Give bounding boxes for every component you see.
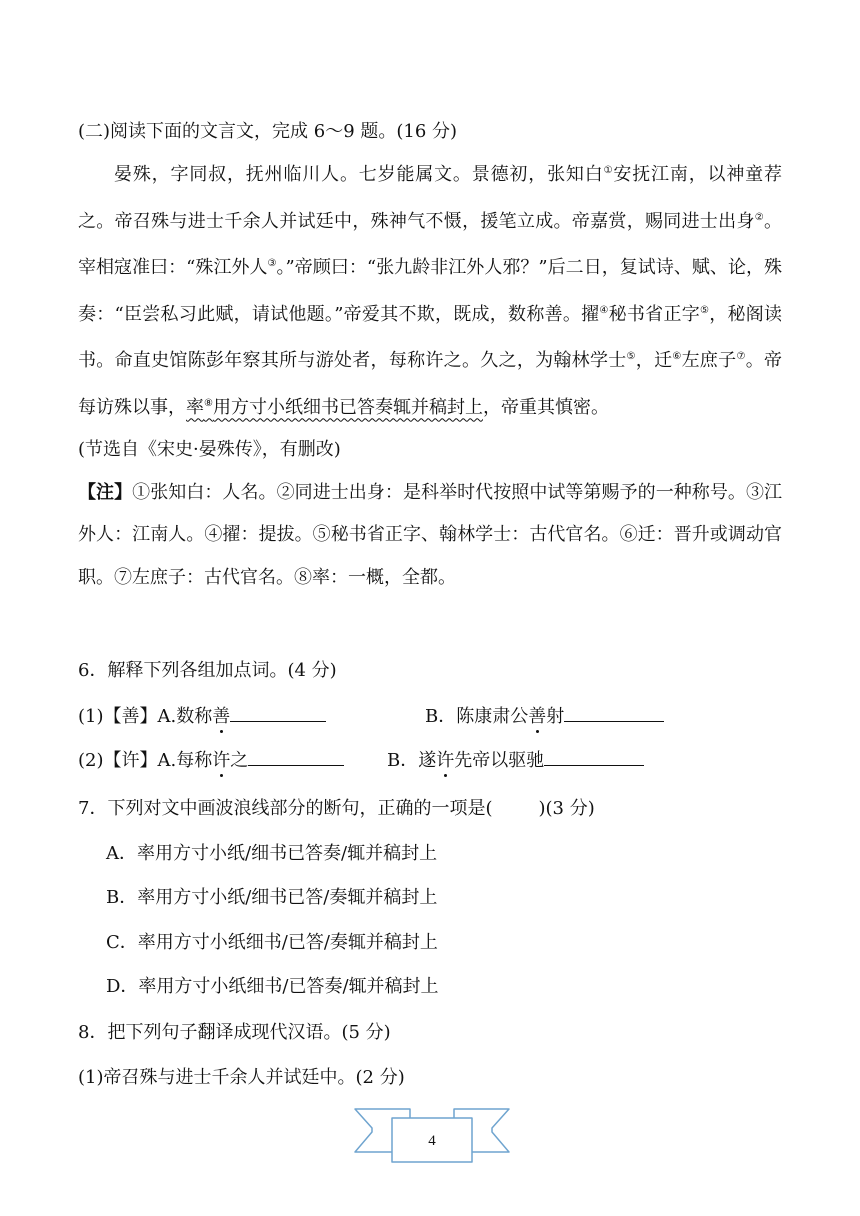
q7-stem: 7．下列对文中画波浪线部分的断句，正确的一项是( )(3 分) [78,798,595,819]
q6-row-2: (2)【许】A.每称许之 [78,746,344,772]
q6-row-2-b: B．遂许先帝以驱驰 [387,746,644,772]
page-number: 4 [428,1133,436,1149]
answer-blank[interactable] [544,747,644,766]
wavy-underlined-passage: 率⑧用方寸小纸细书已答奏辄并稿封上 [186,396,483,418]
q7-option-c[interactable]: C．率用方寸小纸细书/已答/奏辄并稿封上 [106,932,438,953]
q8-sub-1: (1)帝召殊与进士千余人并试廷中。(2 分) [78,1067,405,1088]
passage: 晏殊，字同叔，抚州临川人。七岁能属文。景德初，张知白①安抚江南，以神童荐之。帝召殊与进士千余人并试廷中，殊神气不慑，援笔立成。帝嘉赏，赐同进士出身②。宰相寇准曰：“殊江外人③。”帝顾曰：“张九龄非江外人邪？”后二日，复试诗、赋、论，殊奏：“臣尝私习此赋，请试他题。”帝爱其不欺，既成，数称善。擢④秘书省正字⑤，秘阁读书。命直史馆陈彭年察其所与游处者，每称许之。久之，为翰林学士⑤，迁⑥左庶子⑦。帝每访殊以事，率⑧用方寸小纸细书已答奏辄并稿封上，帝重其慎密。 (节选自《宋史·晏殊传》，有删改) 【注】①张知白：人名。②同进士出身：是科举时代按照中试等第赐予的一种称号。③江外人：江南人。④擢：提拔。⑤秘书省正字、翰林学士：古代官名。⑥迁：晋升或调动官职。⑦左庶子：古代官名。⑧率：一概，全都。 [78,150,782,599]
answer-blank[interactable] [248,747,344,766]
q8-stem: 8．把下列句子翻译成现代汉语。(5 分) [78,1022,391,1043]
q6-row-1: (1)【善】A.数称善 [78,702,326,728]
answer-blank[interactable] [230,703,326,722]
q6-row-1-b: B．陈康肃公善射 [425,702,664,728]
q7-option-d[interactable]: D．率用方寸小纸细书/已答奏/辄并稿封上 [106,976,439,997]
section-heading: (二)阅读下面的文言文，完成 6～9 题。(16 分) [78,121,458,142]
notes: 【注】①张知白：人名。②同进士出身：是科举时代按照中试等第赐予的一种称号。③江外人：江南人。④擢：提拔。⑤秘书省正字、翰林学士：古代官名。⑥迁：晋升或调动官职。⑦左庶子：古代官名。⑧率：一概，全都。 [78,481,783,588]
passage-source: (节选自《宋史·晏殊传》，有删改) [78,439,341,460]
page-number-banner [352,1104,512,1172]
answer-blank[interactable] [564,703,664,722]
q6-stem: 6．解释下列各组加点词。(4 分) [78,660,337,681]
q7-option-a[interactable]: A．率用方寸小纸/细书已答奏/辄并稿封上 [106,843,438,864]
q7-option-b[interactable]: B．率用方寸小纸/细书已答/奏辄并稿封上 [106,887,438,908]
